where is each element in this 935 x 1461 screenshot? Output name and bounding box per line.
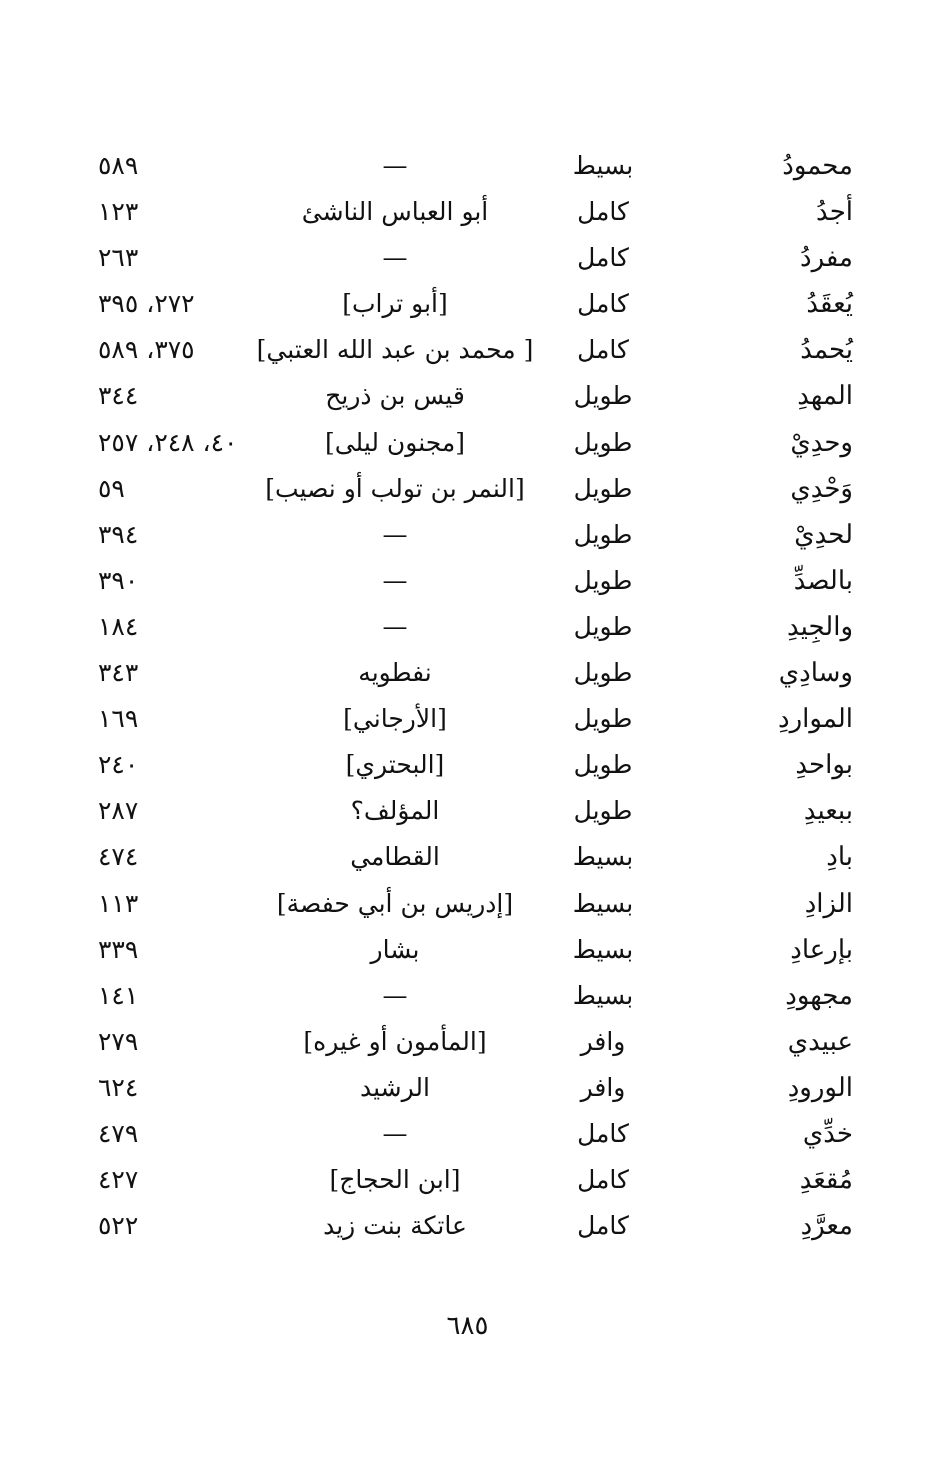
page-references	[98, 558, 258, 604]
poet-name-text: [الأرجاني]	[343, 704, 447, 734]
poet-name-text: [إدريس بن أبي حفصة]	[276, 888, 514, 918]
page-references-text: ٣٩٤	[98, 519, 139, 549]
meter-name	[560, 696, 646, 742]
meter-name-text: كامل	[577, 289, 629, 319]
rhyme-word-text: وَحْدِي	[790, 473, 853, 504]
page-references	[98, 1065, 258, 1111]
meter-name-text: بسيط	[572, 842, 634, 872]
poet-name-text: [أبو تراب]	[342, 289, 448, 319]
page-references-text: ٤٢٧	[98, 1165, 139, 1195]
meter-name	[560, 420, 646, 466]
rhyme-word	[693, 1157, 853, 1203]
poet-name-text: —	[382, 1118, 408, 1148]
rhyme-word-text: بالصدِّ	[793, 565, 853, 596]
meter-name-text: بسيط	[572, 980, 634, 1010]
table-row	[0, 973, 935, 1019]
poet-name-text: [المأمون أو غيره]	[303, 1026, 487, 1056]
page-references-text: ١٢٣	[98, 197, 139, 227]
poet-name-text: عاتكة بنت زيد	[323, 1211, 467, 1241]
meter-name-text: وافر	[580, 1072, 626, 1102]
rhyme-word	[693, 1065, 853, 1111]
rhyme-word	[693, 143, 853, 189]
rhyme-word	[693, 235, 853, 281]
table-row	[0, 650, 935, 696]
poet-name-text: [البحتري]	[345, 750, 445, 780]
page-references	[98, 696, 258, 742]
rhyme-word	[693, 1019, 853, 1065]
page-references-text: ٢٧٩	[98, 1026, 139, 1056]
rhyme-word	[693, 834, 853, 880]
page-references-text: ٦٢٤	[98, 1072, 139, 1102]
meter-name	[560, 604, 646, 650]
rhyme-word	[693, 1203, 853, 1249]
meter-name	[560, 834, 646, 880]
rhyme-word	[693, 420, 853, 466]
rhyme-word	[693, 281, 853, 327]
page-references-text: ٢٨٧	[98, 796, 139, 826]
poet-name	[235, 881, 555, 927]
meter-name-text: طويل	[573, 611, 633, 641]
poet-name	[235, 1203, 555, 1249]
table-row	[0, 143, 935, 189]
meter-name-text: بسيط	[572, 888, 634, 918]
poet-name	[235, 327, 555, 373]
rhyme-word	[693, 927, 853, 973]
rhyme-word-text: مفردُ	[799, 243, 853, 274]
meter-name	[560, 1203, 646, 1249]
page-references-text: ٥٢٢	[98, 1211, 139, 1241]
rhyme-word-text: بواحدِ	[795, 750, 853, 781]
table-row	[0, 512, 935, 558]
poet-name-text: [ محمد بن عبد الله العتبي]	[256, 335, 534, 365]
rhyme-word-text: خدِّي	[802, 1118, 853, 1149]
meter-name	[560, 281, 646, 327]
table-row	[0, 881, 935, 927]
rhyme-word	[693, 1111, 853, 1157]
page-references	[98, 143, 258, 189]
poet-name-text: القطامي	[350, 842, 440, 872]
poet-name	[235, 742, 555, 788]
meter-name-text: وافر	[580, 1026, 626, 1056]
meter-name-text: كامل	[577, 1211, 629, 1241]
page-references	[98, 604, 258, 650]
page-references-text: ٥٩	[98, 473, 125, 503]
rhyme-word	[693, 696, 853, 742]
page-references-text: ٤٧٤	[98, 842, 139, 872]
meter-name-text: طويل	[573, 519, 633, 549]
poet-name	[235, 143, 555, 189]
rhyme-word-text: أجدُ	[816, 197, 853, 228]
table-row	[0, 466, 935, 512]
rhyme-word-text: والجِيدِ	[787, 611, 853, 642]
meter-name-text: كامل	[577, 1165, 629, 1195]
table-row	[0, 373, 935, 419]
rhyme-word	[693, 650, 853, 696]
rhyme-word	[693, 742, 853, 788]
meter-name	[560, 742, 646, 788]
meter-name-text: طويل	[573, 565, 633, 595]
meter-name-text: بسيط	[572, 934, 634, 964]
page-references	[98, 373, 258, 419]
page-references	[98, 927, 258, 973]
meter-name	[560, 788, 646, 834]
page-references	[98, 881, 258, 927]
page-references-text: ٢٧٢، ٣٩٥	[98, 289, 195, 319]
page-references-text: ٣٣٩	[98, 934, 139, 964]
page-references-text: ١٨٤	[98, 611, 139, 641]
rhyme-word-text: وسادِي	[778, 658, 853, 689]
poet-name-text: —	[382, 243, 408, 273]
rhyme-word-text: عبيدي	[787, 1026, 853, 1057]
page-references-text: ٣٩٠	[98, 565, 139, 595]
rhyme-word	[693, 973, 853, 1019]
poet-name-text: —	[382, 519, 408, 549]
poet-name-text: أبو العباس الناشئ	[301, 197, 489, 227]
poet-name	[235, 788, 555, 834]
page-references	[98, 650, 258, 696]
poet-name	[235, 558, 555, 604]
meter-name-text: كامل	[577, 335, 629, 365]
rhyme-word-text: مُقعَدِ	[799, 1165, 853, 1196]
rhyme-word-text: يُعقَدُ	[806, 289, 853, 320]
rhyme-word	[693, 373, 853, 419]
meter-name-text: كامل	[577, 243, 629, 273]
rhyme-word	[693, 881, 853, 927]
page-references	[98, 742, 258, 788]
meter-name-text: طويل	[573, 704, 633, 734]
table-row	[0, 235, 935, 281]
table-row	[0, 1203, 935, 1249]
page-references	[98, 973, 258, 1019]
rhyme-word	[693, 604, 853, 650]
rhyme-word-text: الزادِ	[804, 888, 853, 919]
table-row	[0, 1065, 935, 1111]
page-references	[98, 1157, 258, 1203]
meter-name-text: طويل	[573, 381, 633, 411]
rhyme-word-text: يُحمدُ	[800, 335, 853, 366]
page-references	[98, 834, 258, 880]
verse-index-table	[0, 143, 935, 1249]
meter-name	[560, 143, 646, 189]
meter-name	[560, 1019, 646, 1065]
rhyme-word-text: محمودُ	[782, 151, 853, 181]
page-references-text: ٤٠، ٢٤٨، ٢٥٧	[98, 427, 238, 457]
poet-name	[235, 1157, 555, 1203]
page-references	[98, 420, 258, 466]
rhyme-word-text: معرَّدِ	[800, 1211, 853, 1242]
page-references-text: ٢٦٣	[98, 243, 139, 273]
poet-name	[235, 466, 555, 512]
meter-name	[560, 1065, 646, 1111]
table-row	[0, 558, 935, 604]
poet-name-text: —	[382, 980, 408, 1010]
table-row	[0, 788, 935, 834]
poet-name	[235, 420, 555, 466]
meter-name	[560, 327, 646, 373]
meter-name-text: طويل	[573, 796, 633, 826]
page-references-text: ١١٣	[98, 888, 139, 918]
poet-name	[235, 604, 555, 650]
poet-name	[235, 834, 555, 880]
poet-name-text: [ابن الحجاج]	[329, 1165, 461, 1195]
poet-name	[235, 973, 555, 1019]
table-row	[0, 420, 935, 466]
poet-name	[235, 927, 555, 973]
page-references	[98, 466, 258, 512]
rhyme-word-text: بإرعادِ	[790, 934, 853, 965]
table-row	[0, 327, 935, 373]
poet-name	[235, 235, 555, 281]
meter-name	[560, 558, 646, 604]
meter-name	[560, 881, 646, 927]
page-references-text: ١٤١	[98, 980, 139, 1010]
rhyme-word	[693, 327, 853, 373]
table-row	[0, 1111, 935, 1157]
page-references	[98, 788, 258, 834]
rhyme-word-text: المواردِ	[778, 704, 853, 735]
meter-name-text: طويل	[573, 473, 633, 503]
poet-name-text: —	[382, 151, 408, 180]
page-references	[98, 512, 258, 558]
rhyme-word	[693, 788, 853, 834]
meter-name	[560, 189, 646, 235]
rhyme-word-text: الورودِ	[787, 1072, 853, 1103]
table-row	[0, 742, 935, 788]
poet-name-text: المؤلف؟	[350, 796, 440, 826]
poet-name	[235, 281, 555, 327]
rhyme-word-text: بادِ	[826, 842, 853, 873]
rhyme-word	[693, 466, 853, 512]
rhyme-word	[693, 558, 853, 604]
poet-name	[235, 696, 555, 742]
meter-name	[560, 373, 646, 419]
poet-name	[235, 189, 555, 235]
rhyme-word-text: لحدِيْ	[794, 519, 853, 550]
table-row	[0, 834, 935, 880]
page-references-text: ٣٤٤	[98, 381, 139, 411]
poet-name-text: نفطويه	[358, 658, 432, 688]
meter-name-text: طويل	[573, 427, 633, 457]
rhyme-word	[693, 512, 853, 558]
meter-name	[560, 1111, 646, 1157]
page-references	[98, 327, 258, 373]
page-references	[98, 1203, 258, 1249]
meter-name-text: بسيط	[572, 151, 634, 180]
rhyme-word-text: مجهودِ	[785, 980, 853, 1011]
rhyme-word-text: ببعيدِ	[803, 796, 853, 827]
poet-name	[235, 1019, 555, 1065]
poet-name	[235, 373, 555, 419]
table-row	[0, 281, 935, 327]
meter-name	[560, 235, 646, 281]
rhyme-word	[693, 189, 853, 235]
meter-name	[560, 1157, 646, 1203]
meter-name	[560, 650, 646, 696]
page-references	[98, 235, 258, 281]
poet-name-text: الرشيد	[360, 1072, 430, 1102]
page-references-text: ٣٧٥، ٥٨٩	[98, 335, 195, 365]
table-row	[0, 604, 935, 650]
poet-name-text: بشار	[370, 934, 420, 964]
page-references-text: ٥٨٩	[98, 151, 139, 180]
meter-name	[560, 466, 646, 512]
rhyme-word-text: المهدِ	[797, 381, 853, 412]
poet-name-text: —	[382, 611, 408, 641]
poet-name-text: —	[382, 565, 408, 595]
table-row	[0, 1157, 935, 1203]
rhyme-word-text: وحدِيْ	[790, 427, 853, 458]
poet-name	[235, 512, 555, 558]
page-references	[98, 1111, 258, 1157]
poet-name-text: [النمر بن تولب أو نصيب]	[265, 473, 525, 503]
meter-name-text: كامل	[577, 197, 629, 227]
page-references-text: ١٦٩	[98, 704, 139, 734]
table-row	[0, 696, 935, 742]
page-references-text: ٤٧٩	[98, 1118, 139, 1148]
meter-name-text: طويل	[573, 750, 633, 780]
page-references	[98, 189, 258, 235]
table-row	[0, 1019, 935, 1065]
poet-name	[235, 1111, 555, 1157]
poet-name	[235, 650, 555, 696]
page-references	[98, 1019, 258, 1065]
meter-name	[560, 973, 646, 1019]
page-references	[98, 281, 258, 327]
meter-name-text: طويل	[573, 658, 633, 688]
meter-name	[560, 927, 646, 973]
poet-name-text: [مجنون ليلى]	[324, 427, 466, 457]
meter-name	[560, 512, 646, 558]
page-number: ٦٨٥	[446, 1311, 489, 1341]
meter-name-text: كامل	[577, 1118, 629, 1148]
table-row	[0, 927, 935, 973]
poet-name	[235, 1065, 555, 1111]
poet-name-text: قيس بن ذريح	[325, 381, 465, 411]
page-references-text: ٣٤٣	[98, 658, 139, 688]
table-row	[0, 189, 935, 235]
page-references-text: ٢٤٠	[98, 750, 139, 780]
